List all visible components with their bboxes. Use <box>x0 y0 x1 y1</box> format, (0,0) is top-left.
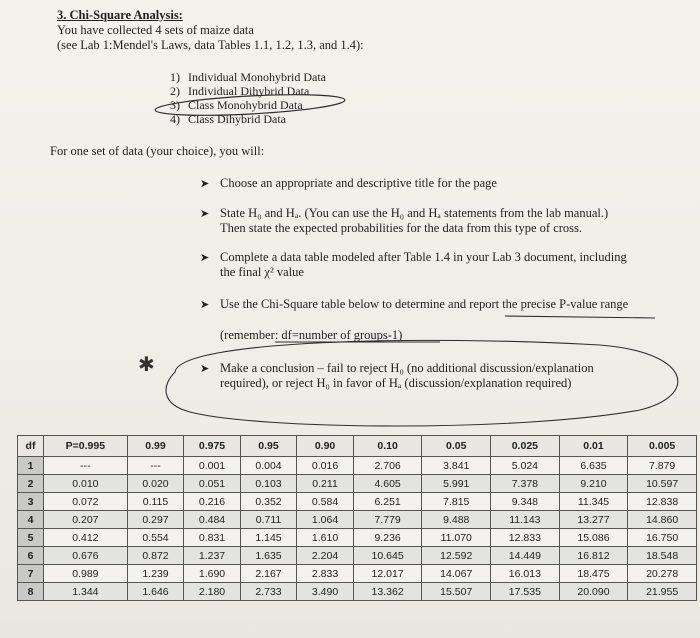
table-cell: 11.345 <box>559 493 628 511</box>
list-item: 4) Class Dihybrid Data <box>170 112 286 126</box>
table-cell: 12.833 <box>491 529 560 547</box>
df-cell: 5 <box>18 529 44 547</box>
table-cell: 1.145 <box>240 529 297 547</box>
table-cell: 6.635 <box>559 457 628 475</box>
table-row <box>18 529 697 547</box>
table-cell: 1.610 <box>297 529 354 547</box>
arrow-bullet-icon: ➤ <box>200 207 210 220</box>
table-cell: 10.597 <box>628 475 697 493</box>
instructions-intro: For one set of data (your choice), you will: <box>50 144 265 158</box>
table-cell: 9.488 <box>422 511 491 529</box>
table-cell: 14.067 <box>422 565 491 583</box>
table-row <box>18 457 697 475</box>
column-header: 0.025 <box>491 436 560 457</box>
table-cell: 2.833 <box>297 565 354 583</box>
table-cell: 5.024 <box>491 457 560 475</box>
table-cell: 0.872 <box>127 547 184 565</box>
table-cell: 0.676 <box>44 547 128 565</box>
table-cell: 0.352 <box>240 493 297 511</box>
instruction-bullet: ➤ Complete a data table modeled after Table 1.4 in your Lab 3 document, including the final χ² value <box>200 250 627 279</box>
table-cell: 4.605 <box>353 475 422 493</box>
column-header: 0.01 <box>559 436 628 457</box>
table-cell: 14.860 <box>628 511 697 529</box>
table-row <box>18 547 697 565</box>
table-cell: 0.115 <box>127 493 184 511</box>
arrow-bullet-icon: ➤ <box>200 362 210 375</box>
table-cell: 0.412 <box>44 529 128 547</box>
table-cell: 7.879 <box>628 457 697 475</box>
table-cell: --- <box>44 457 128 475</box>
table-cell: 2.204 <box>297 547 354 565</box>
table-cell: 9.210 <box>559 475 628 493</box>
table-cell: 10.645 <box>353 547 422 565</box>
assignment-header <box>57 8 364 53</box>
table-cell: 0.072 <box>44 493 128 511</box>
df-cell: 6 <box>18 547 44 565</box>
header-line-2: (see Lab 1:Mendel's Laws, data Tables 1.1, 1.2, 1.3, and 1.4): <box>57 38 364 52</box>
column-header: 0.10 <box>353 436 422 457</box>
df-cell: 4 <box>18 511 44 529</box>
table-cell: 0.004 <box>240 457 297 475</box>
table-cell: 18.475 <box>559 565 628 583</box>
column-header: 0.95 <box>240 436 297 457</box>
table-cell: 12.592 <box>422 547 491 565</box>
table-row <box>18 493 697 511</box>
table-cell: 6.251 <box>353 493 422 511</box>
table-row <box>18 511 697 529</box>
table-cell: 3.841 <box>422 457 491 475</box>
table-cell: 2.706 <box>353 457 422 475</box>
list-item: 2) Individual Dihybrid Data <box>170 84 310 98</box>
column-header: 0.975 <box>184 436 241 457</box>
instruction-bullet: ➤ State H₀ and Hₐ. (You can use the H₀ and Hₐ statements from the lab manual.) Then state the expected probabilities for the data from this type of cross. <box>200 206 609 235</box>
column-header: 0.005 <box>628 436 697 457</box>
handwritten-star-icon: ✱ <box>138 352 155 376</box>
table-cell: 11.070 <box>422 529 491 547</box>
instruction-bullet: ➤ Make a conclusion – fail to reject H₀ (no additional discussion/explanation required), or reject H₀ in favor of Hₐ (discussion/explanation required) <box>200 361 594 390</box>
table-cell: 2.733 <box>240 583 297 601</box>
instruction-note: (remember: df=number of groups-1) <box>220 328 403 342</box>
table-cell: 13.362 <box>353 583 422 601</box>
list-item: 3) Class Monohybrid Data <box>170 98 303 112</box>
df-cell: 2 <box>18 475 44 493</box>
table-row <box>18 583 697 601</box>
table-cell: 17.535 <box>491 583 560 601</box>
table-cell: 2.167 <box>240 565 297 583</box>
arrow-bullet-icon: ➤ <box>200 177 210 190</box>
df-cell: 7 <box>18 565 44 583</box>
table-cell: 7.815 <box>422 493 491 511</box>
table-cell: 1.646 <box>127 583 184 601</box>
list-item: 1) Individual Monohybrid Data <box>170 70 326 84</box>
table-row <box>18 475 697 493</box>
table-cell: 13.277 <box>559 511 628 529</box>
table-cell: 5.991 <box>422 475 491 493</box>
table-cell: 11.143 <box>491 511 560 529</box>
table-header-row <box>18 436 697 457</box>
column-header: 0.05 <box>422 436 491 457</box>
table-cell: 0.207 <box>44 511 128 529</box>
table-cell: 7.378 <box>491 475 560 493</box>
table-cell: 0.484 <box>184 511 241 529</box>
table-cell: 16.812 <box>559 547 628 565</box>
section-title: 3. Chi-Square Analysis: <box>57 8 183 22</box>
table-cell: 15.507 <box>422 583 491 601</box>
data-sets-list <box>170 70 326 126</box>
table-cell: 1.690 <box>184 565 241 583</box>
table-cell: 0.554 <box>127 529 184 547</box>
table-cell: 0.016 <box>297 457 354 475</box>
table-cell: 0.989 <box>44 565 128 583</box>
table-cell: 0.001 <box>184 457 241 475</box>
arrow-bullet-icon: ➤ <box>200 298 210 311</box>
instruction-bullet: ➤ Choose an appropriate and descriptive title for the page <box>200 176 497 190</box>
chi-square-table <box>17 435 697 601</box>
table-cell: 12.017 <box>353 565 422 583</box>
table-cell: 0.711 <box>240 511 297 529</box>
table-cell: 14.449 <box>491 547 560 565</box>
table-cell: 1.237 <box>184 547 241 565</box>
table-row <box>18 565 697 583</box>
table-cell: 0.297 <box>127 511 184 529</box>
table-cell: 3.490 <box>297 583 354 601</box>
table-cell: 0.584 <box>297 493 354 511</box>
header-line-1: You have collected 4 sets of maize data <box>57 23 254 37</box>
column-header: df <box>18 436 44 457</box>
table-cell: 0.103 <box>240 475 297 493</box>
df-cell: 8 <box>18 583 44 601</box>
table-cell: 1.344 <box>44 583 128 601</box>
column-header: 0.90 <box>297 436 354 457</box>
table-cell: 20.278 <box>628 565 697 583</box>
table-cell: 9.236 <box>353 529 422 547</box>
table-cell: 1.635 <box>240 547 297 565</box>
arrow-bullet-icon: ➤ <box>200 251 210 264</box>
table-cell: 2.180 <box>184 583 241 601</box>
table-cell: 0.051 <box>184 475 241 493</box>
column-header: 0.99 <box>127 436 184 457</box>
table-cell: 20.090 <box>559 583 628 601</box>
table-cell: 16.013 <box>491 565 560 583</box>
table-cell: 9.348 <box>491 493 560 511</box>
table-cell: --- <box>127 457 184 475</box>
column-header: P=0.995 <box>44 436 128 457</box>
table-cell: 0.010 <box>44 475 128 493</box>
table-cell: 0.216 <box>184 493 241 511</box>
table-cell: 12.838 <box>628 493 697 511</box>
table-cell: 18.548 <box>628 547 697 565</box>
df-cell: 3 <box>18 493 44 511</box>
table-cell: 16.750 <box>628 529 697 547</box>
table-cell: 0.831 <box>184 529 241 547</box>
instruction-bullet: ➤ Use the Chi-Square table below to determine and report the precise P-value range <box>200 297 629 311</box>
table-cell: 0.211 <box>297 475 354 493</box>
table-cell: 1.239 <box>127 565 184 583</box>
df-cell: 1 <box>18 457 44 475</box>
table-cell: 7.779 <box>353 511 422 529</box>
table-cell: 21.955 <box>628 583 697 601</box>
table-cell: 0.020 <box>127 475 184 493</box>
table-cell: 15.086 <box>559 529 628 547</box>
table-cell: 1.064 <box>297 511 354 529</box>
